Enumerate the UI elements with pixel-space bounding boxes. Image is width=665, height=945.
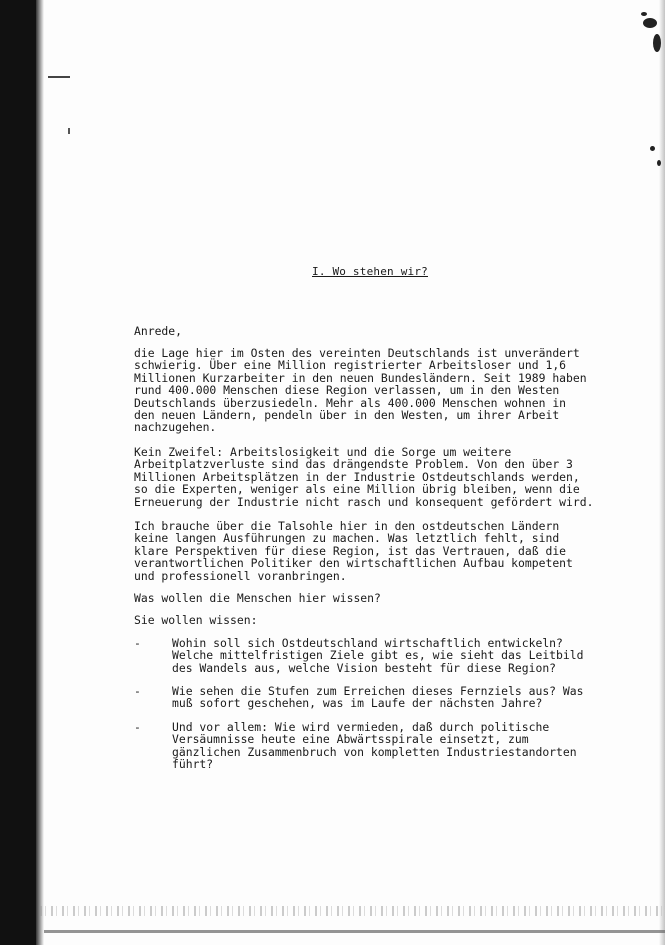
- scan-speck: [643, 18, 657, 28]
- salutation: Anrede,: [134, 324, 183, 338]
- section-heading: I. Wo stehen wir?: [312, 265, 428, 278]
- scan-speck: [653, 34, 661, 52]
- paragraph-unemployment: Kein Zweifel: Arbeitslosigkeit und die Sorge um weitere Arbeitplatzverluste sind das drängendste Problem. Von den über 3 Millionen Arbeitsplätzen in der Industrie Ostdeutschlands werden, so die Experten, weniger als eine Million übrig bleiben, wenn die Erneuerung der Industrie nicht rasch und konsequent gefördert wird.: [134, 445, 594, 509]
- list-item: Wie sehen die Stufen zum Erreichen dieses Fernziels aus? Was muß sofort geschehen, was im Laufe der nächsten Jahre?: [172, 684, 584, 711]
- list-item-marker: -: [134, 684, 141, 698]
- scan-right-edge: [659, 0, 665, 945]
- paragraph-perspectives: Ich brauche über die Talsohle hier in den ostdeutschen Ländern keine langen Ausführungen zu machen. Was letztlich fehlt, sind klare Perspektiven für diese Region, ist das Vertrauen, daß die verantwortlichen Politiker den wirtschaftlichen Aufbau kompetent und professionell voranbringen.: [134, 519, 573, 583]
- list-item: Und vor allem: Wie wird vermieden, daß durch politische Versäumnisse heute eine Abwärtsspirale einsetzt, zum gänzlichen Zusammenbruch von kompletten Industriestandorten führt?: [172, 720, 577, 772]
- scan-left-edge-fade: [36, 0, 44, 945]
- scan-mark: [68, 128, 70, 134]
- scan-speck: [650, 146, 655, 151]
- scan-speck: [641, 12, 647, 16]
- paragraph-intro-list: Sie wollen wissen:: [134, 613, 258, 627]
- scan-bottom-line: [44, 930, 665, 933]
- paragraph-situation: die Lage hier im Osten des vereinten Deutschlands ist unverändert schwierig. Über eine Million registrierter Arbeitsloser und 1,6 Millionen Kurzarbeiter in den neuen Bundesländern. Seit 1989 haben rund 400.000 Menschen diese Region verlassen, um in den Westen Deutschlands überzusiedeln. Mehr als 400.000 Menschen wohnen in den neuen Ländern, pendeln über in den Westen, um ihrer Arbeit nachzugehen.: [134, 346, 587, 435]
- scan-left-edge: [0, 0, 40, 945]
- scan-speck: [657, 160, 661, 166]
- scan-bottom-noise: [40, 906, 665, 916]
- list-item-marker: -: [134, 636, 141, 650]
- paragraph-question: Was wollen die Menschen hier wissen?: [134, 591, 381, 605]
- list-item: Wohin soll sich Ostdeutschland wirtschaftlich entwickeln? Welche mittelfristigen Ziele gibt es, wie sieht das Leitbild des Wandels aus, welche Vision besteht für diese Region?: [172, 636, 584, 675]
- list-item-marker: -: [134, 720, 141, 734]
- scan-mark: [48, 76, 70, 78]
